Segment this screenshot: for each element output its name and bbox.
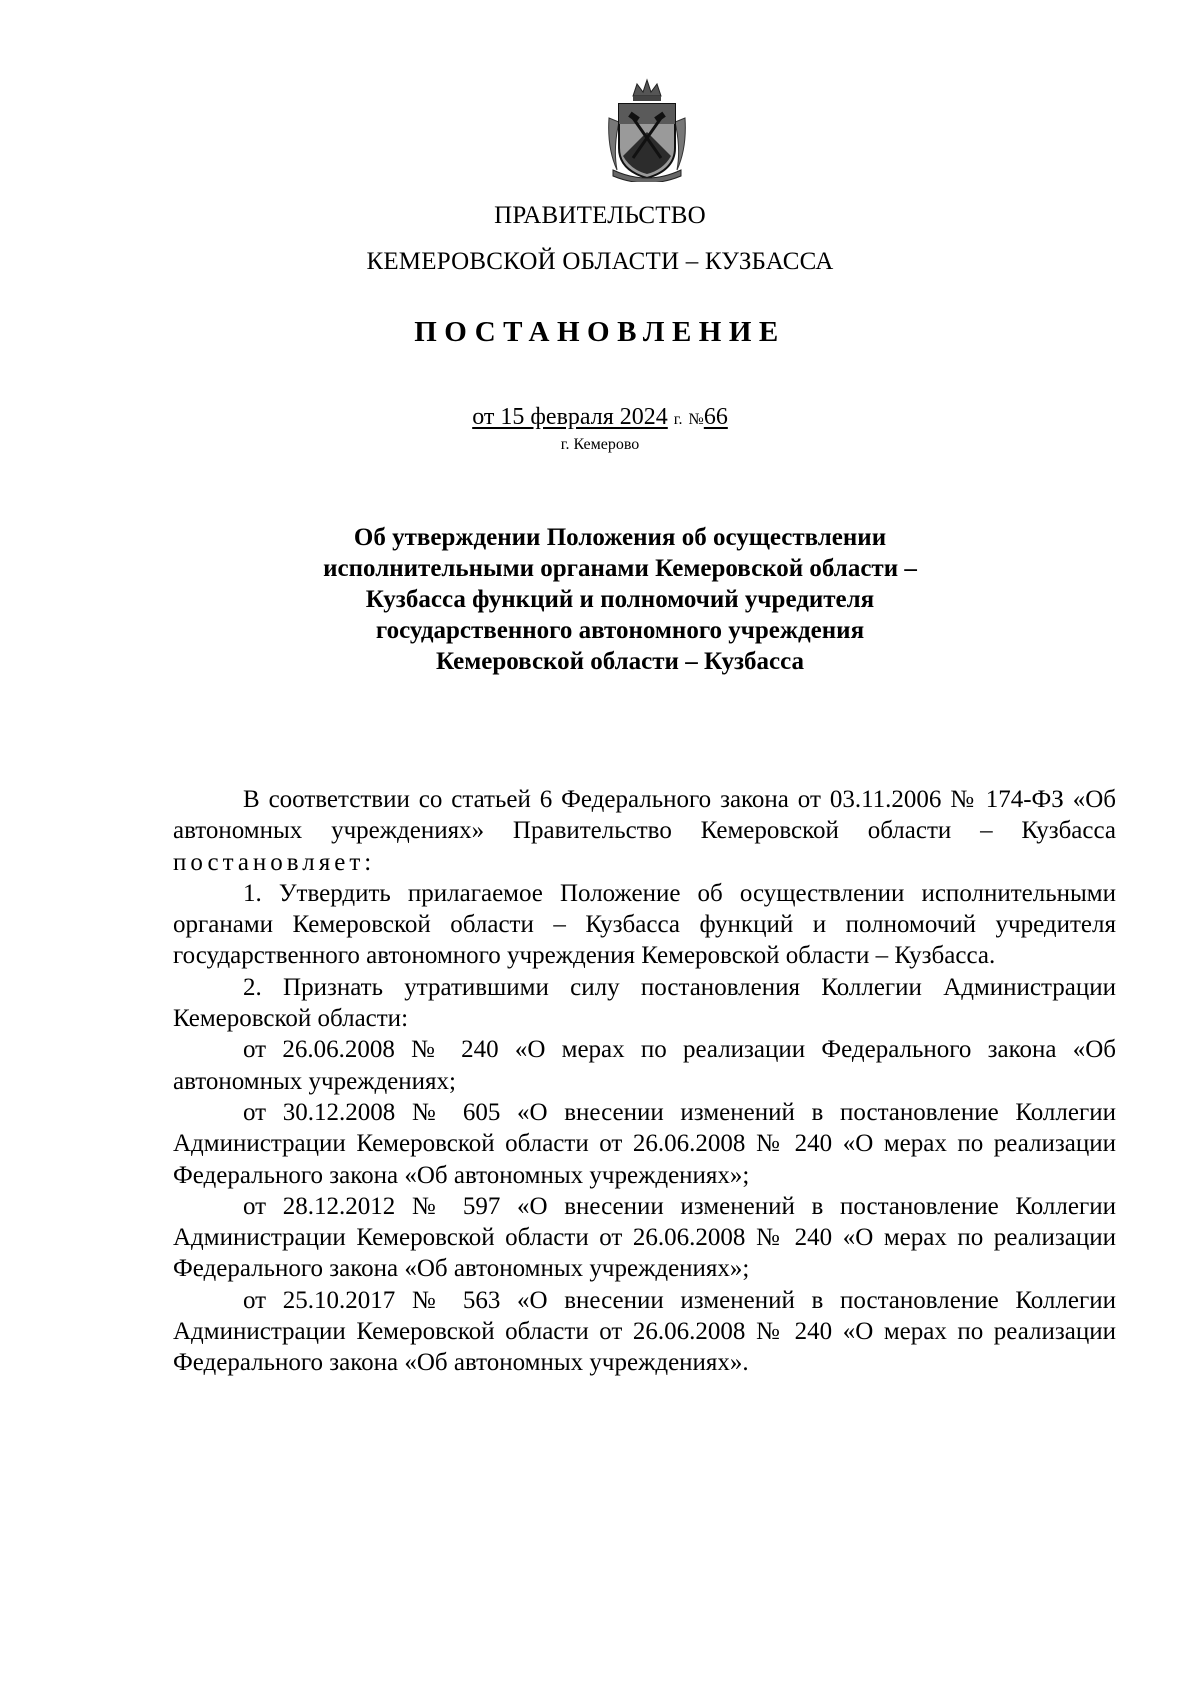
intro-verb: постановляет: (173, 848, 376, 876)
intro-paragraph (173, 784, 1116, 878)
government-name-line-1: ПРАВИТЕЛЬСТВО (494, 202, 706, 229)
number-sign: № (688, 411, 704, 428)
document-date: от 15 февраля 2024 (472, 404, 668, 430)
intro-text: В соответствии со статьей 6 Федерального закона от 03.11.2006 № 174-ФЗ «Об автономных учреждениях» Правительство Кемеровской области – Кузбасса (173, 786, 1116, 845)
paragraph-2: 2. Признать утратившими силу постановления Коллегии Администрации Кемеровской области: (173, 973, 1116, 1033)
coat-of-arms-icon (603, 78, 691, 182)
repealed-item-1: от 26.06.2008 № 240 «О мерах по реализации Федерального закона «Об автономных учреждениях; (173, 1036, 1116, 1095)
year-suffix: г. (673, 411, 683, 428)
government-name-line-2: КЕМЕРОВСКОЙ ОБЛАСТИ – КУЗБАССА (366, 248, 834, 275)
document-type: ПОСТАНОВЛЕНИЕ (414, 316, 786, 348)
paragraph-1: 1. Утвердить прилагаемое Положение об осуществлении исполнительными органами Кемеровской области – Кузбасса функций и полномочий учредителя государственного автономного учреждения Кемеровской области – Кузбасса. (173, 879, 1116, 970)
document-number: 66 (703, 404, 728, 430)
repealed-item-2: от 30.12.2008 № 605 «О внесении изменений в постановление Коллегии Администрации Кемеровской области от 26.06.2008 № 240 «О мерах по реализации Федерального закона «Об автономных учреждениях»; (173, 1098, 1116, 1189)
document-title: Об утверждении Положения об осуществлении исполнительными органами Кемеровской области – Кузбасса функций и полномочий учредителя государственного автономного учреждения Кемеровской области – Кузбасса (323, 524, 917, 675)
repealed-item-4: от 25.10.2017 № 563 «О внесении изменений в постановление Коллегии Администрации Кемеровской области от 26.06.2008 № 240 «О мерах по реализации Федерального закона «Об автономных учреждениях». (173, 1286, 1116, 1377)
document-date-number (0, 404, 1200, 431)
document-city: г. Кемерово (560, 436, 640, 453)
repealed-item-3: от 28.12.2012 № 597 «О внесении изменений в постановление Коллегии Администрации Кемеровской области от 26.06.2008 № 240 «О мерах по реализации Федерального закона «Об автономных учреждениях»; (173, 1192, 1116, 1283)
document-body (173, 784, 1116, 1379)
